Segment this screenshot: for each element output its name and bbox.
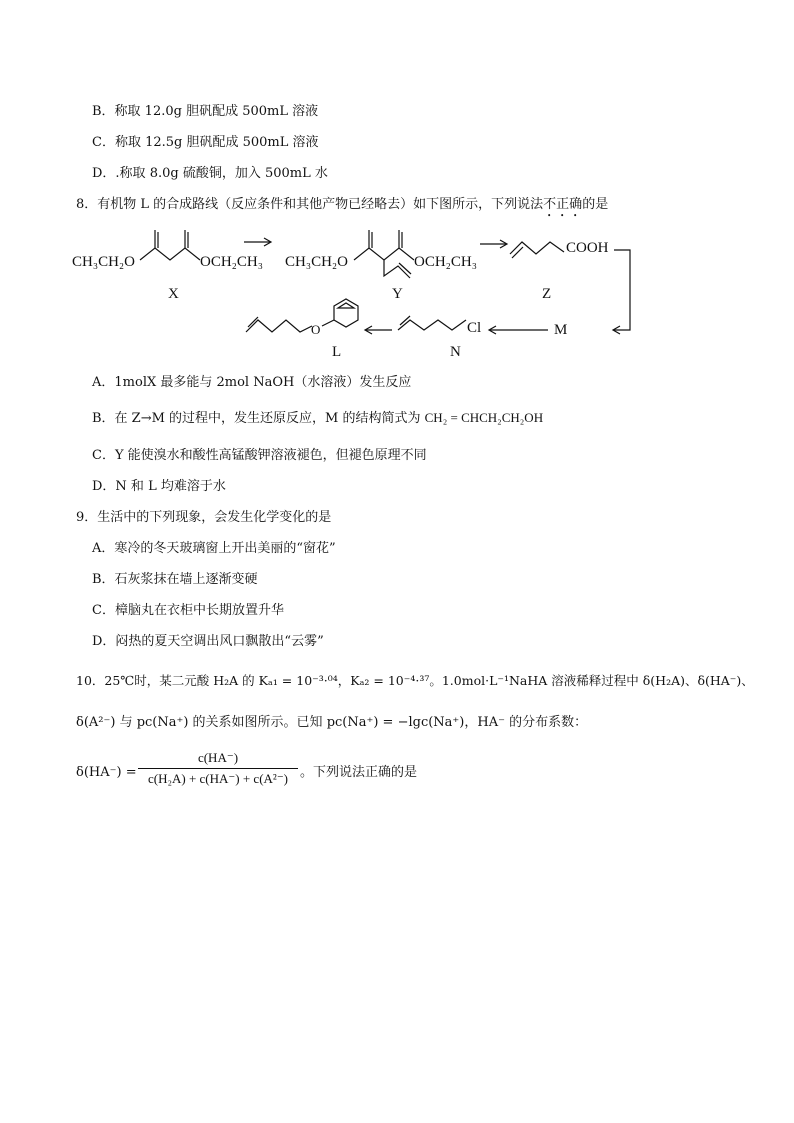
label-x: X xyxy=(168,286,179,302)
q9-stem: 9．生活中的下列现象，会发生化学变化的是 xyxy=(76,510,332,525)
q7-option-b: B．称取 12.0g 胆矾配成 500mL 溶液 xyxy=(92,104,319,119)
label-l: L xyxy=(332,344,342,360)
label-m: M xyxy=(554,322,568,338)
y-skeleton xyxy=(354,248,414,260)
q8-option-b-formula: CH₂ = CHCH₂CH₂OH xyxy=(424,410,544,425)
l-oxygen: O xyxy=(311,322,321,337)
q7-option-c: C．称取 12.5g 胆矾配成 500mL 溶液 xyxy=(92,135,319,150)
q10-fraction-numerator: c(HA⁻) xyxy=(197,750,239,765)
label-n: N xyxy=(450,344,461,360)
q8-stem-emphasis: 不正确 xyxy=(543,197,583,212)
l-skeleton xyxy=(246,320,312,332)
q9-option-b: B．石灰浆抹在墙上逐渐变硬 xyxy=(92,572,258,587)
y-left-group: CH₃CH₂O xyxy=(285,254,348,270)
q8-option-c: C．Y 能使溴水和酸性高锰酸钾溶液褪色，但褪色原理不同 xyxy=(92,448,427,463)
label-z: Z xyxy=(542,286,552,302)
q8-option-b xyxy=(92,409,543,428)
q8-stem xyxy=(76,196,608,220)
fraction-bar xyxy=(138,768,298,769)
q8-stem-post: 的是 xyxy=(582,197,609,212)
z-cooh-group: COOH xyxy=(566,240,609,256)
y-right-group: OCH₂CH₃ xyxy=(414,254,477,270)
q7-option-d: D．.称取 8.0g 硫酸铜，加入 500mL 水 xyxy=(92,166,328,181)
q9-option-d: D．闷热的夏天空调出风口飘散出“云雾” xyxy=(92,634,324,649)
q10-fraction xyxy=(138,750,298,787)
q8-option-b-text: B．在 Z→M 的过程中，发生还原反应，M 的结构简式为 xyxy=(92,411,421,426)
n-skeleton xyxy=(398,320,466,330)
x-left-group: CH₃CH₂O xyxy=(72,254,135,270)
q9-option-c: C．樟脑丸在衣柜中长期放置升华 xyxy=(92,603,284,618)
q10-fraction-lhs: δ(HA⁻) = xyxy=(76,765,137,780)
q8-stem-pre: 8．有机物 L 的合成路线（反应条件和其他产物已经略去）如下图所示，下列说法 xyxy=(76,197,544,212)
arrow-z-m xyxy=(614,250,630,330)
x-right-group: OCH₂CH₃ xyxy=(200,254,263,270)
q8-option-d: D．N 和 L 均难溶于水 xyxy=(92,479,226,494)
q8-option-a: A．1molX 最多能与 2mol NaOH（水溶液）发生反应 xyxy=(92,375,412,390)
n-cl-group: Cl xyxy=(467,320,482,336)
q9-option-a: A．寒冷的冬天玻璃窗上开出美丽的“窗花” xyxy=(92,541,336,556)
q10-line-2: δ(A²⁻) 与 pc(Na⁺) 的关系如图所示。已知 pc(Na⁺) = −lgc(Na⁺)，HA⁻ 的分布系数： xyxy=(76,715,588,730)
q10-fraction-denominator: c(H₂A) + c(HA⁻) + c(A²⁻) xyxy=(147,771,289,786)
x-skeleton xyxy=(140,248,200,260)
q10-tail: 。下列说法正确的是 xyxy=(300,765,418,780)
label-y: Y xyxy=(392,286,403,302)
q10-line-1: 10．25℃时，某二元酸 H₂A 的 Kₐ₁ = 10⁻³·⁰⁴，Kₐ₂ = 10⁻⁴·³⁷。1.0mol·L⁻¹NaHA 溶液稀释过程中 δ(H₂A)、δ(HA⁻)、 xyxy=(76,673,754,688)
